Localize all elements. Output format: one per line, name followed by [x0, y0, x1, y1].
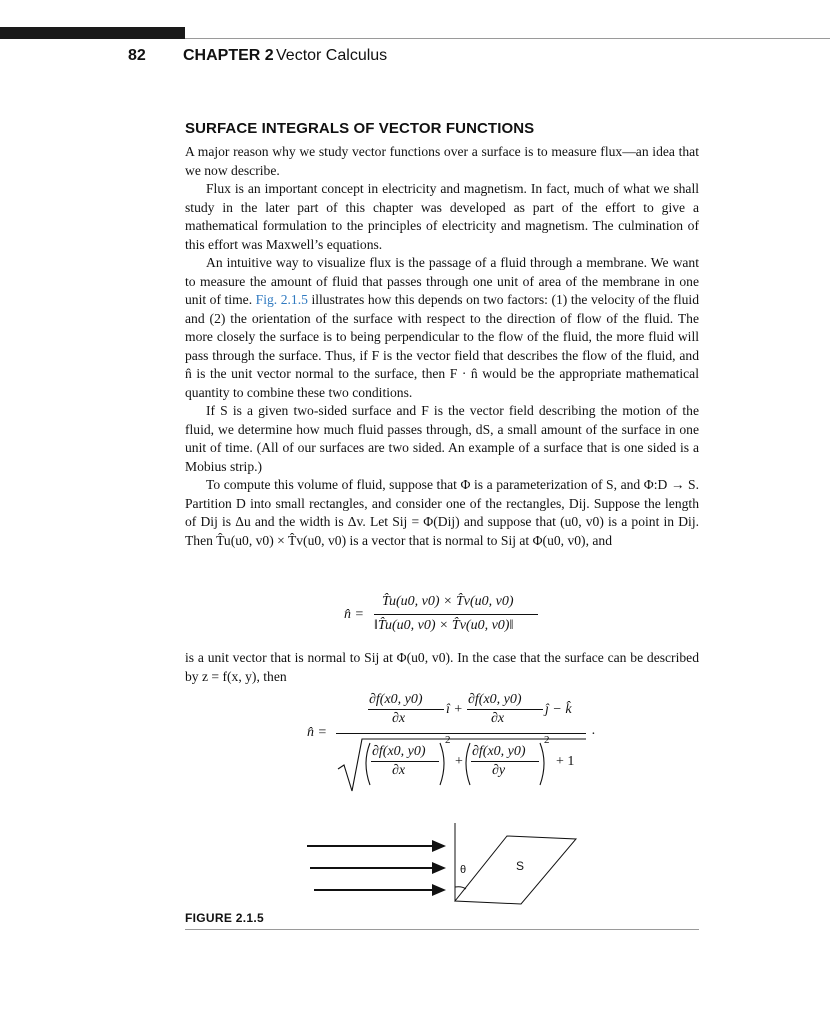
paragraph-3-start: An intuitive way to visualize flux is the passage of a fluid through a membrane. We want to measure the amount of fluid that passes through one unit of area of the membrane in one unit of time. — [185, 255, 699, 307]
figure-flux — [300, 815, 590, 915]
running-header — [0, 47, 830, 69]
eq2-den-a: ∂f(x0, y0) — [372, 744, 426, 759]
paragraph-3 — [185, 254, 699, 402]
figure-link[interactable]: Fig. 2.1.5 — [255, 292, 308, 307]
chapter-label: CHAPTER 2 — [183, 47, 274, 64]
eq2-num-b-bar — [467, 709, 543, 710]
eq1-fraction-bar — [374, 614, 538, 615]
header-bar — [0, 27, 185, 39]
paragraph-5: To compute this volume of fluid, suppose that Φ is a parameterization of S, and Φ:D → S. Partition D into small rectangles, and consider one of the rectangles, Dij. Suppose the length of Dij is Δu and the width is Δv. Let Sij = Φ(Dij) and suppose that (u0, v0) is a point in Dij. Then T̂u(u0, v0) × T̂v(u0, v0) is a vector that is normal to Sij at Φ(u0, v0), and — [185, 477, 699, 548]
eq2-num-b: ∂f(x0, y0) — [468, 692, 522, 707]
eq2-den-a-bar — [371, 761, 439, 762]
eq1-numerator: T̂u(u0, v0) × T̂v(u0, v0) — [382, 594, 514, 609]
figure-caption: FIGURE 2.1.5 — [185, 911, 264, 925]
eq1-lhs: n̂ = — [344, 607, 364, 622]
eq2-den-b-den: ∂y — [492, 763, 506, 778]
section-heading: SURFACE INTEGRALS OF VECTOR FUNCTIONS — [185, 120, 535, 137]
eq2-num-a: ∂f(x0, y0) — [369, 692, 423, 707]
eq2-lhs: n̂ = — [307, 725, 327, 740]
eq1-denominator: ‖T̂u(u0, v0) × T̂v(u0, v0)‖ — [374, 618, 514, 633]
angle-label: θ — [460, 864, 467, 876]
body-text — [185, 143, 699, 550]
eq2-den-a-den: ∂x — [392, 763, 406, 778]
paragraph-6: is a unit vector that is normal to Sij at Φ(u0, v0). In the case that the surface can be described by z = f(x, y), then — [185, 650, 699, 684]
eq2-num-a-bar — [368, 709, 444, 710]
eq2-i: î + — [446, 702, 463, 717]
eq2-den-b-bar — [471, 761, 539, 762]
surface-label: S — [516, 859, 525, 873]
eq2-plus-one: + 1 — [556, 754, 575, 769]
eq2-num-a-den: ∂x — [392, 711, 406, 726]
eq2-period: . — [592, 723, 596, 738]
header-rule — [185, 38, 830, 39]
chapter-title: Vector Calculus — [276, 47, 388, 64]
flux-diagram — [300, 815, 590, 915]
eq2-num-b-den: ∂x — [491, 711, 505, 726]
page-number: 82 — [128, 47, 146, 64]
paragraph-3-end: illustrates how this depends on two factors: (1) the velocity of the fluid and (2) the orientation of the surface with respect to the direction of flow of the fluid. The more closely the surface is to being perpendicular to the flow of the fluid, the more fluid will pass through the surface. Thus, if F is the vector field that describes the flow of the fluid, and n̂ is the unit vector normal to the surface, then F · n̂ would be the appropriate mathematical quantity to combine these two conditions. — [185, 292, 699, 400]
paragraph-2: Flux is an important concept in electricity and magnetism. In fact, much of what we shall study in the later part of this chapter was developed as part of the effort to give a mathematical formulation to the principles of electricity and magnetism. The culmination of this effort was Maxwell’s equations. — [185, 181, 699, 252]
eq2-exponent-b: 2 — [544, 734, 550, 746]
eq2-exponent-a: 2 — [445, 734, 451, 746]
eq2-jk: ĵ − k̂ — [545, 702, 572, 717]
figure-rule — [185, 929, 699, 930]
eq2-plus: + — [455, 754, 463, 769]
body-text-2 — [185, 649, 699, 686]
paragraph-4: If S is a given two-sided surface and F is the vector field describing the motion of the fluid, we determine how much fluid passes through, dS, a small amount of the surface in one unit of time. (All of our surfaces are two sided. An example of a surface that is one sided is a Mobius strip.) — [185, 403, 699, 474]
paragraph-1: A major reason why we study vector functions over a surface is to measure flux—an idea that we now describe. — [185, 144, 699, 178]
eq2-den-b: ∂f(x0, y0) — [472, 744, 526, 759]
